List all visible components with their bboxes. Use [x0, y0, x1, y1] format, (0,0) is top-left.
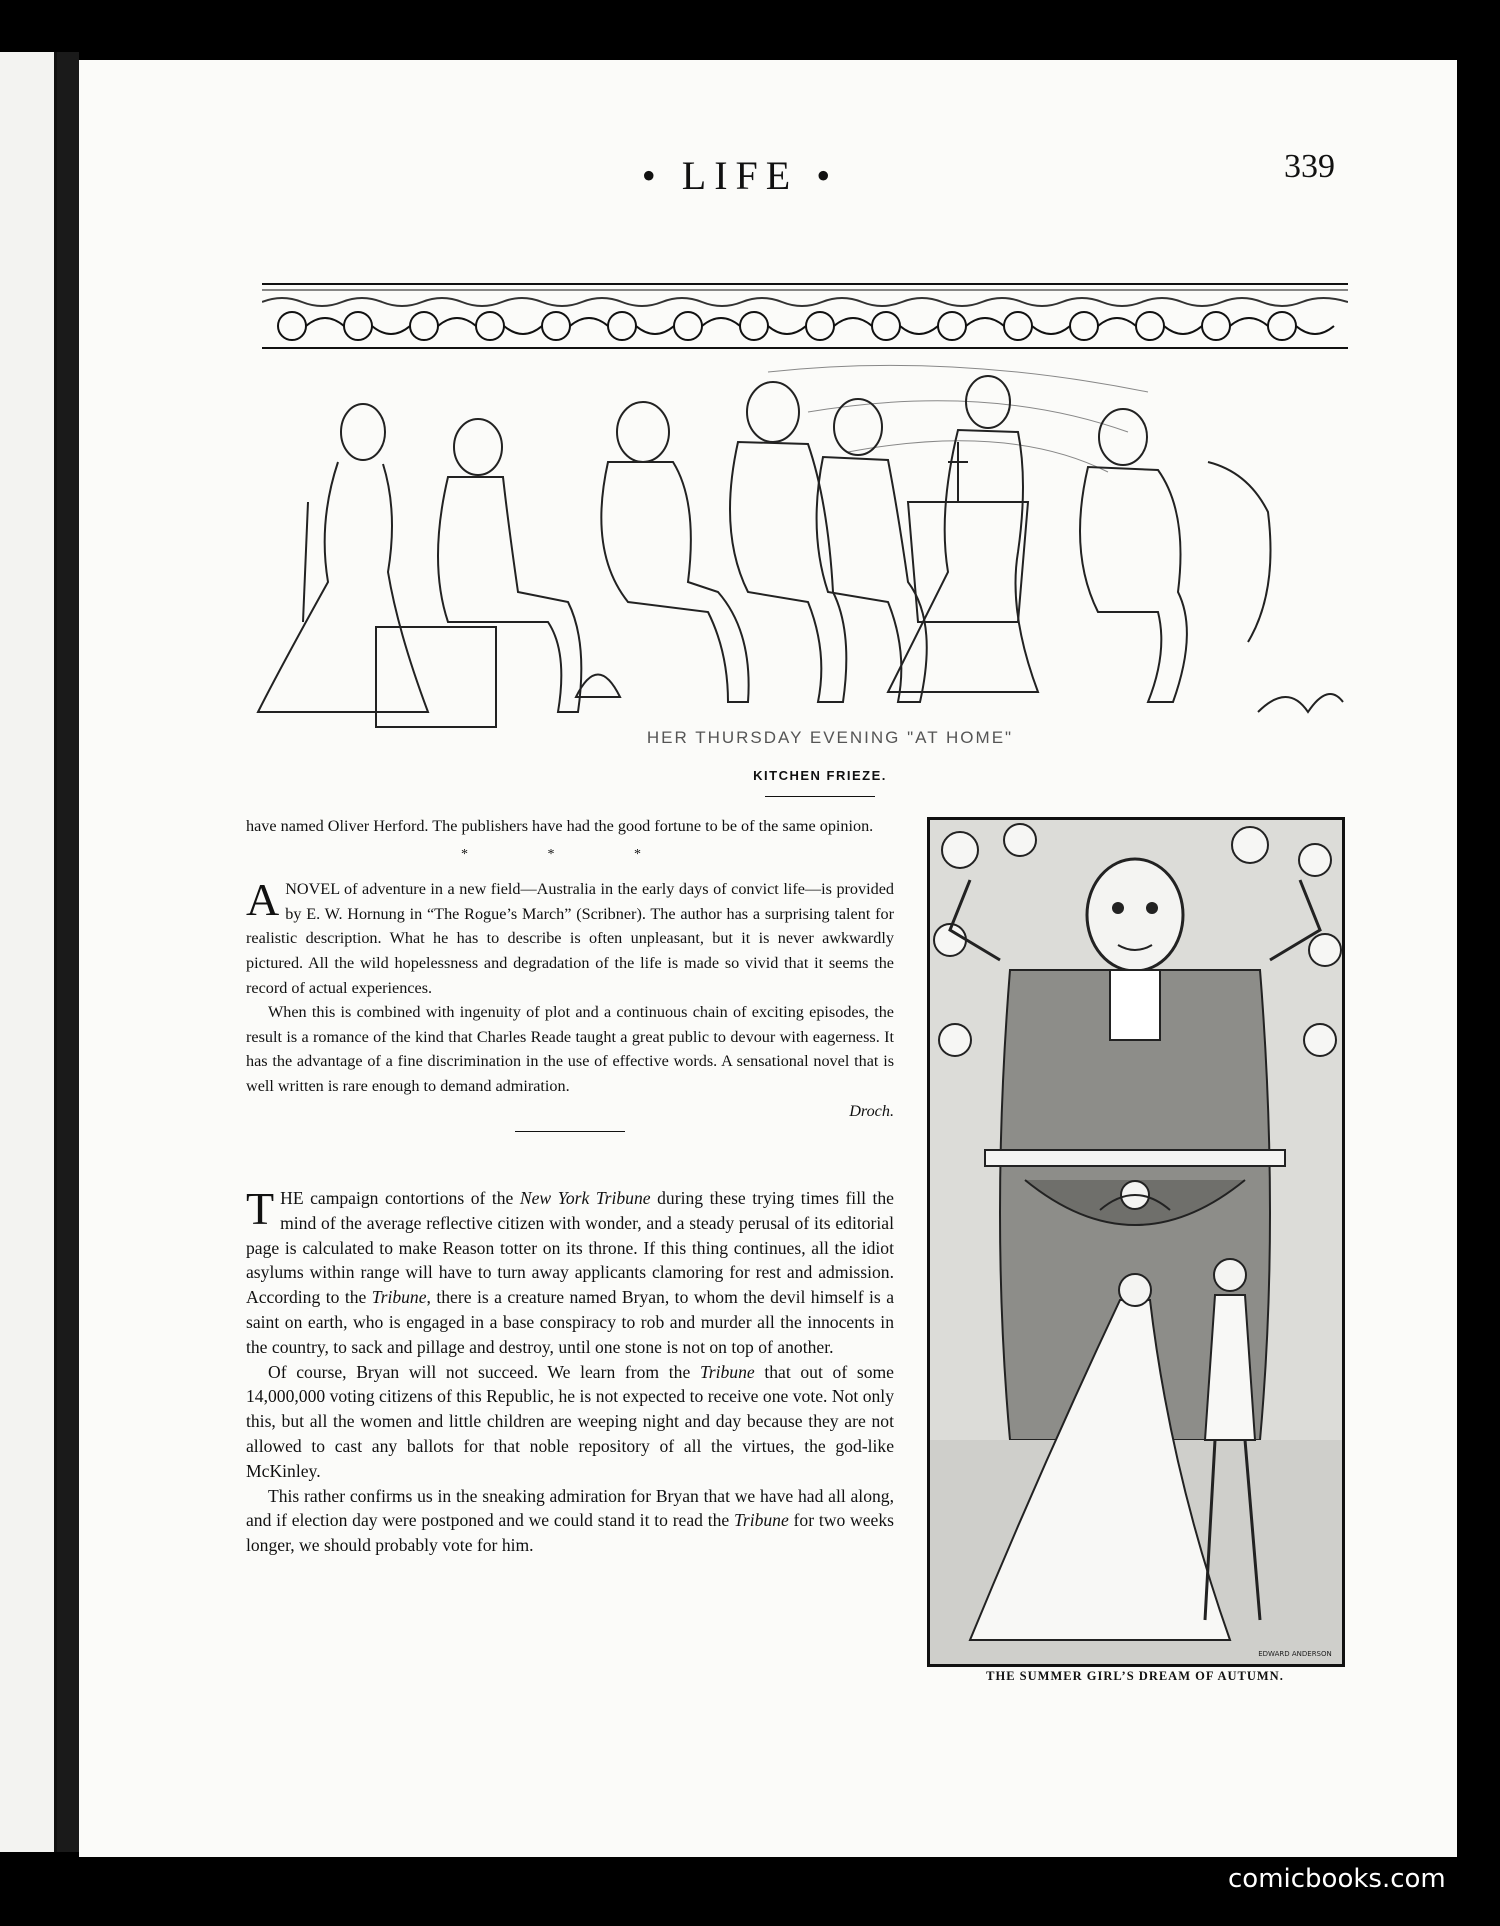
tribune-article	[246, 1183, 895, 1558]
caption-rule	[765, 796, 875, 797]
dropcap: A	[246, 874, 280, 926]
illustration-caption: THE SUMMER GIRL’S DREAM OF AUTUMN.	[986, 1669, 1284, 1683]
frieze-ornament-border	[262, 280, 1348, 352]
article-divider	[515, 1131, 625, 1132]
summer-girl-illustration	[927, 817, 1345, 1667]
kitchen-frieze-illustration	[248, 352, 1358, 768]
page-number: 339	[1284, 148, 1335, 185]
masthead-title: • LIFE •	[641, 153, 839, 198]
tribune-article-p3: This rather confirms us in the sneaking admiration for Bryan that we have had all along, and if election day were postponed and we could stand it to read the Tribune for two weeks longer, we should probably vote for him.	[246, 1485, 894, 1556]
frieze-hand-lettered-title: HER THURSDAY EVENING "AT HOME"	[646, 728, 1014, 747]
tribune-article-p2: Of course, Bryan will not succeed. We learn from the Tribune that out of some 14,000,000 voting citizens of this Republic, he is not expected to receive one vote. Not only this, but all the women and little children are weeping night and day because they are not allowed to cast any ballots for that noble repository of all the virtues, the god-like McKinley.	[246, 1361, 894, 1481]
site-watermark: comicbooks.com	[1228, 1864, 1446, 1894]
rogues-march-review-p2: When this is combined with ingenuity of plot and a continuous chain of exciting episodes, the result is a romance of the kind that Charles Reade taught a great public to devour with eagerness. It has the advantage of a fine discrimination in the use of effective words. A sensational novel that is well written is rare enough to demand admiration.	[246, 1003, 894, 1095]
author-signature: Droch.	[849, 1101, 894, 1120]
artist-signature: EDWARD ANDERSON	[1258, 1650, 1332, 1658]
page-gutter	[57, 52, 79, 1852]
section-separator: * * *	[461, 846, 679, 862]
wedding-scene-drawing	[930, 820, 1342, 1664]
dropcap: T	[246, 1183, 275, 1234]
article-column-top	[246, 814, 894, 1150]
frieze-caption: KITCHEN FRIEZE.	[753, 768, 887, 783]
tribune-article-p1: THE campaign contortions of the New York Tribune during these trying times fill the mind of the average reflective citizen with wonder, and a steady perusal of its editorial page is calculated to make Reason totter on its throne. If this thing continues, all the idiot asylums within range will have to turn away applicants clamoring for rest and admission. According to the Tribune, there is a creature named Bryan, to whom the devil himself is a saint on earth, who is engaged in a base conspiracy to rob and murder all the innocents in the country, to sack and pillage and destroy, until one stone is not on top of another.	[246, 1183, 895, 1357]
facing-page-strip	[0, 52, 57, 1852]
article-continuation: have named Oliver Herford. The publishers have had the good fortune to be of the same opinion.	[246, 817, 874, 835]
rogues-march-review-p1: ANOVEL of adventure in a new field—Australia in the early days of convict life—is provided by E. W. Hornung in “The Rogue’s March” (Scribner). The author has a surprising talent for realistic description. What he has to describe is often unpleasant, but it is never awkwardly pictured. All the wild hopelessness and degradation of the life is made so vivid that it seems the record of actual experiences.	[246, 874, 894, 997]
